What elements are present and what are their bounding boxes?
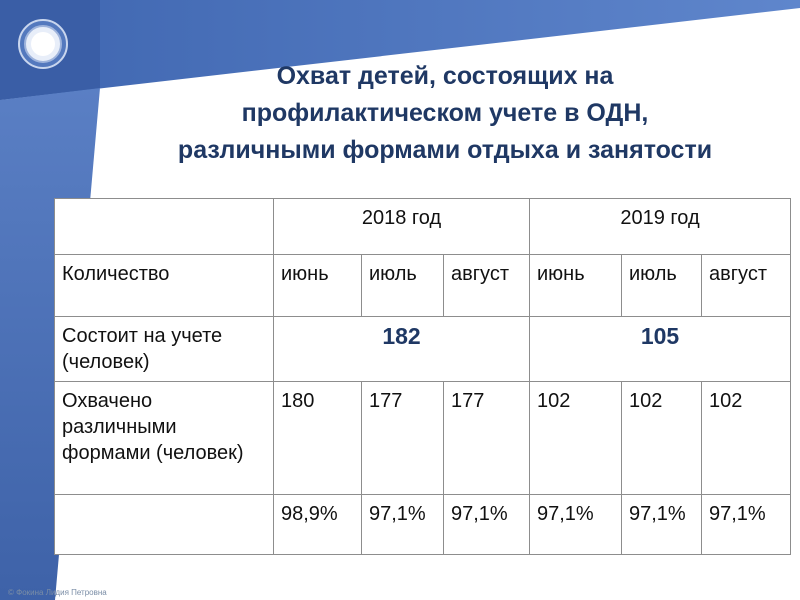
registered-label: Состоит на учете (человек) [55,317,274,382]
covered-value: 102 [530,382,622,495]
covered-value: 102 [622,382,702,495]
year-2018-header: 2018 год [274,199,530,255]
percent-value: 97,1% [444,495,530,555]
registered-2019-value: 105 [530,317,791,382]
registered-2018-value: 182 [274,317,530,382]
covered-value: 177 [444,382,530,495]
table-row-covered [55,382,791,495]
corner-circle-icon [19,20,67,68]
footer-credit: © Фокина Лидия Петровна [8,588,107,597]
month-cell: август [702,255,791,317]
empty-corner-cell [55,199,274,255]
coverage-table [54,198,791,555]
month-cell: июль [362,255,444,317]
table-row-months [55,255,791,317]
title-line: различными формами отдыха и занятости [177,136,713,164]
table-row-registered [55,317,791,382]
covered-value: 177 [362,382,444,495]
title-line: Охват детей, состоящих на [276,62,614,90]
month-cell: июнь [530,255,622,317]
percent-value: 97,1% [530,495,622,555]
percent-value: 97,1% [362,495,444,555]
percent-value: 98,9% [274,495,362,555]
quantity-label: Количество [55,255,274,317]
percent-label [55,495,274,555]
table-row-percent [55,495,791,555]
percent-value: 97,1% [702,495,791,555]
month-cell: июль [622,255,702,317]
slide-title [90,58,800,169]
covered-value: 102 [702,382,791,495]
title-line: профилактическом учете в ОДН, [241,99,649,127]
covered-label: Охвачено различными формами (человек) [55,382,274,495]
month-cell: август [444,255,530,317]
table-row-years [55,199,791,255]
percent-value: 97,1% [622,495,702,555]
covered-value: 180 [274,382,362,495]
year-2019-header: 2019 год [530,199,791,255]
month-cell: июнь [274,255,362,317]
